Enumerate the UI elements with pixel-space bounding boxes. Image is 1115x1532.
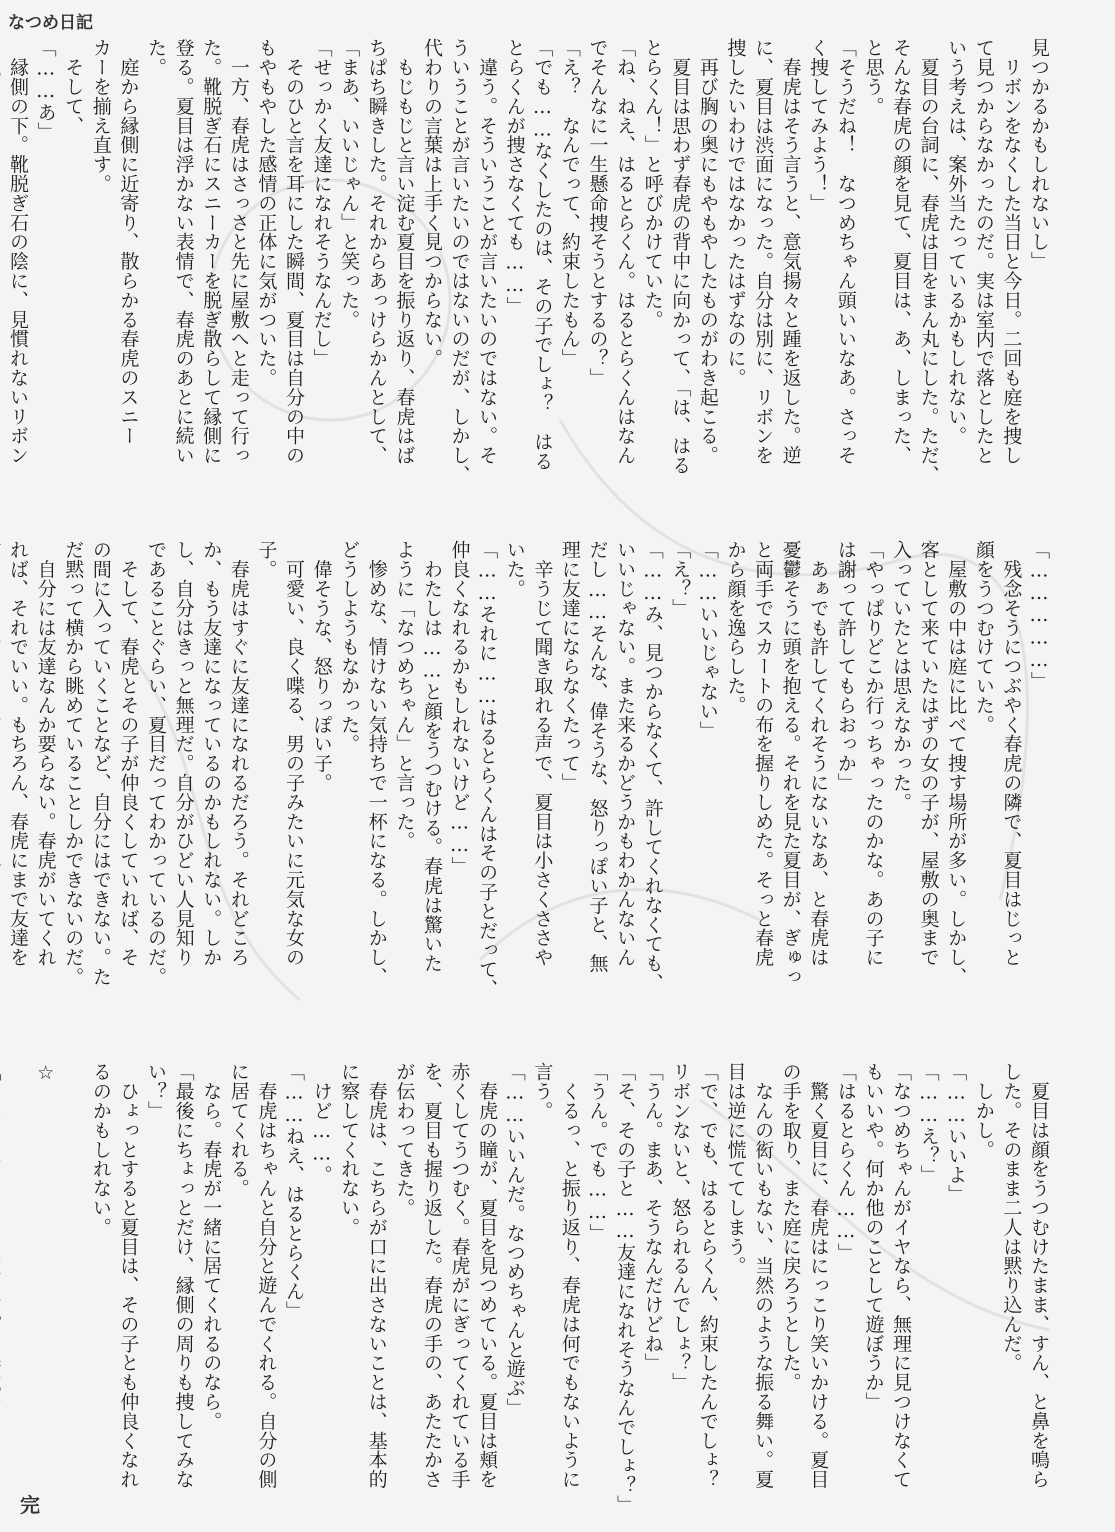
text-line: ☆ [34, 1062, 57, 1085]
text-line: の手を取り、また庭に戻ろうとした。 [779, 1062, 802, 1392]
text-line: そして、 [62, 38, 85, 135]
text-line: そんな春虎の顔を見て、夏目は、あ、しまった、 [890, 38, 913, 465]
text-line: 「……え？」 [917, 1062, 940, 1185]
text-line: そのひと言を耳にした瞬間、夏目は自分の中の [282, 38, 305, 465]
text-line: 辛うじて聞き取れる声で、夏目は小さくささや [531, 540, 554, 967]
text-line: て見つからなかったのだ。実は室内で落としたと [972, 38, 995, 465]
text-tier-top [7, 38, 1052, 494]
text-line [59, 1062, 87, 1522]
text-line: た。靴脱ぎ石にスニーカーを脱ぎ散らして縁側に [200, 38, 223, 465]
text-line: 顔をうつむけていた。 [972, 540, 995, 734]
text-line: もじもじと言い淀む夏目を振り返り、春虎はば [393, 38, 416, 465]
text-line: 「なつめちゃんがイヤなら、無理に見つけなくて [890, 1062, 913, 1489]
text-line: あぁでも許してくれそうにないなあ、と春虎は [807, 540, 830, 967]
text-line: 「うん。まあ、そうなんだけどね」 [641, 1062, 664, 1373]
text-line: リボンをなくした当日と今日。二回も庭を捜し [1000, 38, 1023, 465]
text-line: く捜してみよう！」 [807, 38, 830, 213]
text-line: いいじゃない。また来るかどうかもわかんないん [614, 540, 637, 967]
text-line: 可愛い、良く喋る、男の子みたいに元気な女の子。 [255, 540, 305, 967]
text-line: 自分には友達なんか要らない。春虎がいてくれ [34, 540, 57, 967]
text-line: から顔を逸らした。 [724, 540, 747, 715]
text-line: 客として来ていたはずの女の子が、屋敷の奥まで [917, 540, 940, 967]
text-line: 「……あ」 [34, 38, 57, 141]
text-line: し、自分はきっと無理だ。自分がひどい人見知り [172, 540, 195, 967]
text-line: でそんなに一生懸命捜そうとするの？」 [586, 38, 609, 388]
text-line: なんの衒いもない、当然のような振る舞い。夏 [752, 1062, 775, 1489]
text-line: だし……そんな、偉そうな、怒りっぽい子と、無 [586, 540, 609, 973]
text-line: わたしは……と顔をうつむける。春虎は驚いた [420, 540, 443, 973]
text-tier-middle [7, 540, 1052, 1005]
text-line: に、夏目は渋面になった。自分は別に、リボンを [752, 38, 775, 465]
text-line: 「……いいじゃない」 [696, 540, 719, 740]
text-line: 一方、春虎はさっさと先に屋敷へと走って行っ [227, 38, 250, 465]
text-line: 残念そうにつぶやく春虎の隣で、夏目はじっと [1000, 540, 1023, 967]
text-line: だ黙って横から眺めていることしかできないのだ。 [62, 540, 85, 987]
text-line: 「やっぱりどこか行っちゃったのかな。あの子に [862, 540, 885, 967]
text-line: 「え？ なんでって、約束したもん」 [558, 38, 581, 368]
text-line: 春虎は、こちらが口に出さないことは、基本的 [365, 1062, 388, 1489]
text-line: 夏目は思わず春虎の背中に向かって、「は、はる [669, 38, 692, 475]
text-line: した。そのまま二人は黙り込んだ。 [1000, 1062, 1023, 1373]
text-line: 「ね、ねえ、はるとらくん。はるとらくんはなん [614, 38, 637, 465]
text-line: どうしようもなかった。 [338, 540, 361, 754]
text-line: 「でも……なくしたのは、その子でしょ？ はる [531, 38, 554, 471]
text-line: と両手でスカートの布を握りしめた。そっと春虎 [752, 540, 775, 967]
text-line: カーを揃え直す。 [89, 38, 112, 194]
text-line: 「まあ、いいじゃん」と笑った。 [338, 38, 361, 329]
text-line: 夏目の台詞に、春虎は目をまん丸にした。ただ、 [917, 38, 940, 485]
text-line: とらくん！」と呼びかけていた。 [641, 38, 664, 329]
text-line: であることぐらい、夏目だってわかっているのだ。 [145, 540, 167, 987]
text-line: に居てくれる。 [227, 1062, 250, 1198]
text-line: 惨めな、情けない気持ちで一杯になる。しかし、 [365, 540, 388, 987]
text-line: 驚く夏目に、春虎はにっこり笑いかける。夏目 [807, 1062, 830, 1489]
text-line [0, 1062, 3, 1522]
text-line: 言う。 [531, 1062, 554, 1121]
text-line: は謝って許してもらおっか」 [834, 540, 857, 793]
text-line: れば、それでいい。もちろん、春虎にまで友達を [7, 540, 30, 967]
text-line: 登る。夏目は浮かない表情で、春虎のあとに続いた。 [145, 38, 195, 465]
text-line: 仲良くなれるかもしれないけど……」 [448, 540, 471, 876]
text-line: ひょっとすると夏目は、その子とも仲良くなれ [117, 1062, 140, 1489]
text-line: 入っていたとは思えなかった。 [890, 540, 913, 812]
text-line: しかし。 [972, 1062, 995, 1159]
text-line: 「そ、その子と……友達になれそうなんでしょ？」 [614, 1062, 637, 1515]
text-line: 憂鬱そうに頭を抱える。それを見た夏目が、ぎゅっ [779, 540, 802, 987]
text-line: 代わりの言葉は上手く見つからない。 [420, 38, 443, 368]
text-line: 見つかるかもしれないし」 [1028, 38, 1050, 271]
text-line: 春虎はそう言うと、意気揚々と踵を返した。逆 [779, 38, 802, 465]
text-line: 「……ねえ、はるとらくん」 [282, 1062, 305, 1321]
text-line: なら。春虎が一緒に居てくれるのなら。 [200, 1062, 223, 1431]
text-line: 再び胸の奥にもやもやしたものがわき起こる。 [696, 38, 719, 465]
text-line: ういうことが言いたいのではないのだが、しかし、 [448, 38, 471, 485]
text-line: もいいや。何か他のことして遊ぼうか」 [862, 1062, 885, 1412]
text-line: 「え？」 [669, 540, 692, 618]
text-line [0, 540, 3, 1005]
text-line: 「……いいよ」 [945, 1062, 968, 1204]
text-line: を、夏目も握り返した。春虎の手の、あたたかさ [420, 1062, 443, 1489]
text-line: 「うん。でも……」 [586, 1062, 609, 1243]
text-tier-bottom [34, 1062, 1052, 1522]
text-line: 夏目は顔をうつむけたまま、すん、と鼻を鳴ら [1028, 1062, 1050, 1489]
text-line: 「……いいんだ。なつめちゃんと遊ぶ」 [503, 1062, 526, 1418]
end-mark: 完 [20, 1493, 40, 1517]
text-line: 目は逆に慌ててしまう。 [724, 1062, 747, 1276]
text-line: リボンないと、怒られるんでしょ？」 [669, 1062, 692, 1392]
text-line: か、もう友達になっているのかもしれない。しか [200, 540, 223, 967]
text-line: けど……。 [310, 1062, 333, 1185]
text-line: 「……それに……はるとらくんはその子とだって、 [476, 540, 499, 999]
text-line: 春虎の瞳が、夏目を見つめている。夏目は頬を [476, 1062, 499, 1489]
text-line: 「……み、見つからなくて、許してくれなくても、 [641, 540, 664, 993]
text-line: ように「なつめちゃん」と言った。 [393, 540, 416, 851]
text-line: 「はるとらくん……」 [834, 1062, 857, 1262]
running-head-title: なつめ日記 [8, 13, 93, 33]
text-line: に察してくれない。 [338, 1062, 361, 1237]
text-line: 「……………」 [1028, 540, 1050, 691]
text-line: 春虎はすぐに友達になれるだろう。それどころ [227, 540, 250, 967]
text-line: 庭から縁側に近寄り、散らかる春虎のスニー [117, 38, 140, 446]
text-line: 違う。そういうことが言いたいのではない。そ [476, 38, 499, 465]
text-line: ちぱち瞬きした。それからあっけらかんとして、 [365, 38, 388, 465]
text-line: 偉そうな、怒りっぽい子。 [310, 540, 333, 793]
text-line: 縁側の下。靴脱ぎ石の陰に、見慣れないリボン [7, 38, 30, 465]
text-line: 「そうだね！ なつめちゃん頭いいなあ。さっそ [834, 38, 857, 465]
text-line: の間に入っていくことなど、自分にはできない。た [89, 540, 112, 987]
text-line [3, 1062, 31, 1522]
text-line: 屋敷の中は庭に比べて捜す場所が多い。しかし、 [945, 540, 968, 987]
text-line: そして、春虎とその子が仲良くしていれば、そ [117, 540, 140, 967]
text-line: が伝わってきた。 [393, 1062, 416, 1218]
text-line: くるっ、と振り返り、春虎は何でもないように [558, 1062, 581, 1489]
text-line: 「せっかく友達になれそうなんだし」 [310, 38, 333, 368]
text-line: 「で、でも、はるとらくん、約束したんでしょ？ [696, 1062, 719, 1489]
text-line: 理に友達にならなくたって」 [558, 540, 581, 793]
text-line: もやもやした感情の正体に気がついた。 [255, 38, 278, 388]
text-line: 赤くしてうつむく。春虎がにぎってくれている手 [448, 1062, 471, 1489]
text-line: と思う。 [862, 38, 885, 116]
text-line: るのかもしれない。 [89, 1062, 112, 1237]
text-line: いた。 [503, 540, 526, 599]
text-line: いう考えは、案外当たっているかもしれない。 [945, 38, 968, 446]
text-line: 捜したいわけではなかったはずなのに。 [724, 38, 747, 388]
text-line: とらくんが捜さなくても……」 [503, 38, 526, 316]
text-line: い？」 [145, 1062, 167, 1121]
text-line: 春虎はちゃんと自分と遊んでくれる。自分の側 [255, 1062, 278, 1489]
text-line: 「最後にちょっとだけ、縁側の周りも捜してみな [172, 1062, 195, 1489]
